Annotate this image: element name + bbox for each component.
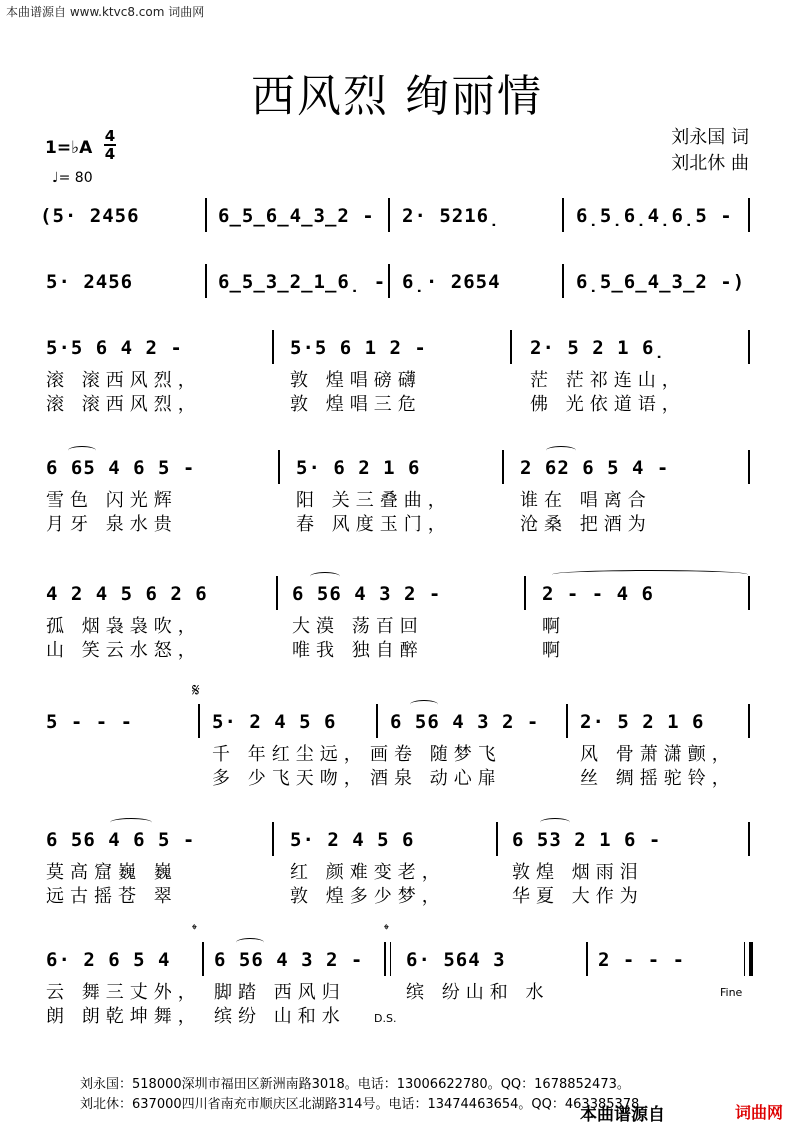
measure: 5· 2456 — [46, 271, 134, 293]
measure: 6̲5̲6̲4̲3̲2 - — [218, 205, 375, 227]
lyric-verse1: 敦 煌唱磅礴 — [290, 370, 422, 391]
lyric-verse1: 风 骨萧潇颤， — [580, 744, 736, 765]
measure: 6· 564 3 — [406, 949, 506, 971]
lyricist-credit: 刘永国 词 — [671, 127, 749, 148]
tempo-marking: ♩= 80 — [52, 170, 93, 186]
lyric-verse2: 华夏 大作为 — [512, 886, 644, 907]
score-system-2 — [40, 264, 754, 300]
barline — [748, 576, 750, 610]
barline — [510, 330, 512, 364]
barline — [562, 198, 564, 232]
fine-marking: Fine — [720, 986, 743, 999]
barline — [748, 330, 750, 364]
segno-sign: 𝄋 — [192, 680, 200, 701]
barline — [566, 704, 568, 738]
repeat-barline-thin — [390, 942, 391, 976]
final-barline-thick — [749, 942, 753, 976]
lyric-verse2: 酒泉 动心扉 — [370, 768, 502, 789]
lyric-verse2: 朗 朗乾坤舞， — [46, 1006, 202, 1027]
lyric-verse1: 大漠 荡百回 — [292, 616, 424, 637]
measure: 6̣· 2654 — [402, 271, 501, 293]
barline — [205, 198, 207, 232]
measure: 6̲5̲3̲2̲1̲6̣ - — [218, 271, 387, 293]
measure: 2 - - 4 6 — [542, 583, 654, 605]
barline — [376, 704, 378, 738]
credits — [671, 125, 749, 177]
measure: 6̣5̲6̲4̲3̲2 -) — [576, 271, 746, 293]
lyric-verse1: 缤 纷山和 水 — [406, 982, 550, 1003]
meter-bottom: 4 — [104, 145, 116, 163]
barline — [562, 264, 564, 298]
lyric-verse2: 敦 煌唱三危 — [290, 394, 422, 415]
brand-logo: 词曲网 — [735, 1103, 784, 1122]
lyric-verse1: 孤 烟袅袅吹， — [46, 616, 202, 637]
score-system-8 — [40, 922, 754, 1027]
lyric-verse2: 月牙 泉水贵 — [46, 514, 178, 535]
measure: 5 - - - — [46, 711, 134, 733]
lyric-verse2: 敦 煌多少梦， — [290, 886, 446, 907]
lyric-verse1: 茫 茫祁连山， — [530, 370, 686, 391]
key-signature: 1=♭A — [45, 138, 93, 158]
lyric-verse1: 莫高窟巍 巍 — [46, 862, 178, 883]
barline — [198, 704, 200, 738]
barline — [748, 450, 750, 484]
lyric-verse1: 脚踏 西风归 — [214, 982, 346, 1003]
lyric-verse2: 沧桑 把酒为 — [520, 514, 652, 535]
measure: 5· 2 4 5 6 — [212, 711, 337, 733]
final-barline-thin — [744, 942, 745, 976]
measure: 5· 6 2 1 6 — [296, 457, 421, 479]
lyric-verse2: 啊 — [542, 640, 566, 661]
measure: 6 56 4 3 2 - — [214, 949, 364, 971]
lyric-verse1: 千 年红尘远， — [212, 744, 368, 765]
meter-top: 4 — [104, 127, 116, 145]
lyric-verse2: 唯我 独自醉 — [292, 640, 424, 661]
barline — [272, 330, 274, 364]
lyric-verse1: 阳 关三叠曲， — [296, 490, 452, 511]
lyric-verse1: 啊 — [542, 616, 566, 637]
time-signature — [104, 128, 116, 162]
lyric-verse2: 多 少飞天吻， — [212, 768, 368, 789]
lyric-verse2: 春 风度玉门， — [296, 514, 452, 535]
brand-source: 本曲谱源自 — [580, 1105, 665, 1125]
barline — [205, 264, 207, 298]
barline — [278, 450, 280, 484]
lyric-verse1: 画卷 随梦飞 — [370, 744, 502, 765]
measure: 4 2 4 5 6 2 6 — [46, 583, 208, 605]
composer-credit: 刘北休 曲 — [671, 153, 749, 174]
measure: 5·5 6 1 2 - — [290, 337, 427, 359]
coda-sign: 𝄌 — [384, 922, 389, 938]
contact-line-2: 刘北休：637000四川省南充市顺庆区北湖路314号。电话：13474463654。QQ：463385378 — [80, 1097, 640, 1112]
barline — [502, 450, 504, 484]
lyric-verse2: 丝 绸摇驼铃， — [580, 768, 736, 789]
measure: 6 65 4 6 5 - — [46, 457, 196, 479]
barline — [748, 198, 750, 232]
measure: 6 56 4 3 2 - — [292, 583, 442, 605]
lyric-verse2: 缤纷 山和水 — [214, 1006, 346, 1027]
lyric-verse1: 雪色 闪光辉 — [46, 490, 178, 511]
barline — [586, 942, 588, 976]
barline — [524, 576, 526, 610]
lyric-verse1: 云 舞三丈外， — [46, 982, 202, 1003]
barline — [748, 704, 750, 738]
barline — [276, 576, 278, 610]
lyric-verse1: 敦煌 烟雨泪 — [512, 862, 644, 883]
lyric-verse2: 山 笑云水怒， — [46, 640, 202, 661]
barline — [202, 942, 204, 976]
barline — [496, 822, 498, 856]
measure: (5· 2456 — [40, 205, 140, 227]
score-system-5 — [40, 576, 754, 661]
measure: 5·5 6 4 2 - — [46, 337, 183, 359]
measure: 6 56 4 3 2 - — [390, 711, 540, 733]
ds-marking: D.S. — [374, 1012, 397, 1025]
measure: 2 62 6 5 4 - — [520, 457, 670, 479]
lyric-verse2: 远古摇苍 翠 — [46, 886, 178, 907]
measure: 6 56 4 6 5 - — [46, 829, 196, 851]
song-title: 西风烈 绚丽情 — [251, 71, 543, 122]
barline — [272, 822, 274, 856]
lyric-verse2: 佛 光依道语， — [530, 394, 686, 415]
lyric-verse1: 滚 滚西风烈， — [46, 370, 202, 391]
barline — [388, 264, 390, 298]
score-system-7 — [40, 822, 754, 907]
barline — [748, 822, 750, 856]
measure: 6· 2 6 5 4 — [46, 949, 171, 971]
measure: 2· 5216̣ — [402, 205, 501, 227]
contact-line-1: 刘永国：518000深圳市福田区新洲南路3018。电话：13006622780。QQ：1678852473。 — [80, 1077, 630, 1092]
coda-sign: 𝄌 — [192, 922, 197, 938]
score-system-4 — [40, 450, 754, 535]
measure: 6̣5̣6̣4̣6̣5 - — [576, 205, 733, 227]
repeat-barline — [384, 942, 386, 976]
measure: 2· 5 2 1 6 — [580, 711, 705, 733]
lyric-verse1: 谁在 唱离合 — [520, 490, 652, 511]
score-system-1 — [40, 198, 754, 234]
measure: 2· 5 2 1 6̣ — [530, 337, 666, 359]
measure: 5· 2 4 5 6 — [290, 829, 415, 851]
measure: 2 - - - — [598, 949, 686, 971]
lyric-verse2: 滚 滚西风烈， — [46, 394, 202, 415]
source-watermark: 本曲谱源自 www.ktvc8.com 词曲网 — [6, 5, 205, 19]
measure: 6 53 2 1 6 - — [512, 829, 662, 851]
lyric-verse1: 红 颜难变老， — [290, 862, 446, 883]
score-system-6 — [40, 680, 754, 789]
score-system-3 — [40, 330, 754, 415]
barline — [388, 198, 390, 232]
